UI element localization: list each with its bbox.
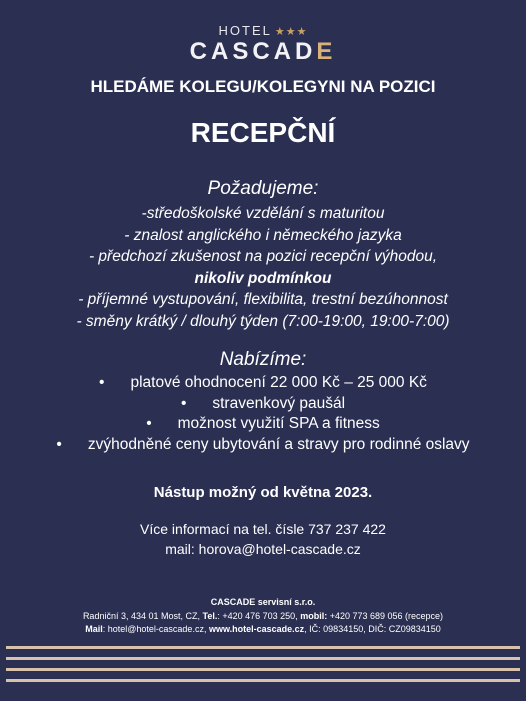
bullet-icon: • [99, 374, 105, 391]
bullet-icon: • [180, 394, 187, 412]
logo-hotel-text: HOTEL [218, 23, 272, 38]
offer-text: zvýhodněné ceny ubytování a stravy pro rodinné oslavy [87, 435, 470, 453]
start-date: Nástup možný od května 2023. [153, 484, 373, 501]
stripe [6, 679, 520, 682]
logo-stars: ★★★ [274, 26, 308, 38]
footer-mobil: +420 773 689 056 (recepce) [327, 610, 444, 621]
footer-address: Radniční 3, 434 01 Most, CZ, [82, 610, 200, 621]
footer-address-line [0, 610, 526, 624]
stripe [6, 668, 520, 671]
hotel-logo [0, 22, 526, 66]
footer-mail: : hotel@hotel-cascade.cz, [102, 624, 207, 634]
footer-mobil-label: mobil: [300, 610, 328, 621]
offers-title: Nabízíme: [219, 349, 307, 370]
requirements-list [0, 203, 526, 333]
footer-mail-label: Mail [85, 624, 103, 634]
offers-list [0, 373, 526, 455]
offer-text: stravenkový paušál [212, 394, 346, 412]
offer-item [0, 435, 526, 456]
bullet-icon: • [146, 415, 152, 432]
requirement-item: - příjemné vystupování, flexibilita, trestní bezúhonnost [78, 291, 448, 309]
job-position: RECEPČNÍ [190, 117, 336, 148]
requirement-item: -středoškolské vzdělání s maturitou [141, 205, 385, 222]
offer-item [0, 373, 526, 394]
requirement-item: nikoliv podmínkou [194, 269, 332, 287]
offer-text: možnost využití SPA a fitness [177, 415, 380, 432]
footer-ids: , IČ: 09834150, DIČ: CZ09834150 [304, 624, 441, 634]
offer-text: platové ohodnocení 22 000 Kč – 25 000 Kč [130, 374, 427, 391]
requirements-title: Požadujeme: [207, 178, 319, 199]
offer-item [0, 394, 526, 415]
contact-mail: mail: horova@hotel-cascade.cz [165, 541, 361, 557]
job-heading: HLEDÁME KOLEGU/KOLEGYNI NA POZICI [90, 77, 436, 96]
footer-web-link: www.hotel-cascade.cz [208, 624, 305, 634]
footer [0, 596, 526, 637]
requirement-item: - směny krátký / dlouhý týden (7:00-19:00, 19:00-7:00) [76, 312, 450, 330]
contact-info [0, 519, 526, 559]
requirement-item: - znalost anglického i německého jazyka [124, 226, 402, 244]
stripe [6, 646, 520, 649]
logo-name-main: CASCAD [189, 38, 317, 65]
bullet-icon: • [56, 435, 62, 453]
offer-item [0, 414, 526, 435]
contact-phone: Více informací na tel. čísle 737 237 422 [140, 521, 386, 537]
footer-company: CASCADE servisní s.r.o. [210, 597, 316, 607]
footer-tel: : +420 476 703 250, [217, 610, 298, 621]
decorative-stripes [0, 646, 526, 686]
logo-name-last: E [316, 38, 337, 65]
footer-tel-label: Tel. [202, 610, 218, 621]
footer-mail-line [0, 623, 526, 637]
stripe [6, 657, 520, 660]
requirement-item: - předchozí zkušenost na pozici recepční výhodou, [88, 248, 438, 266]
logo-name [0, 38, 526, 66]
